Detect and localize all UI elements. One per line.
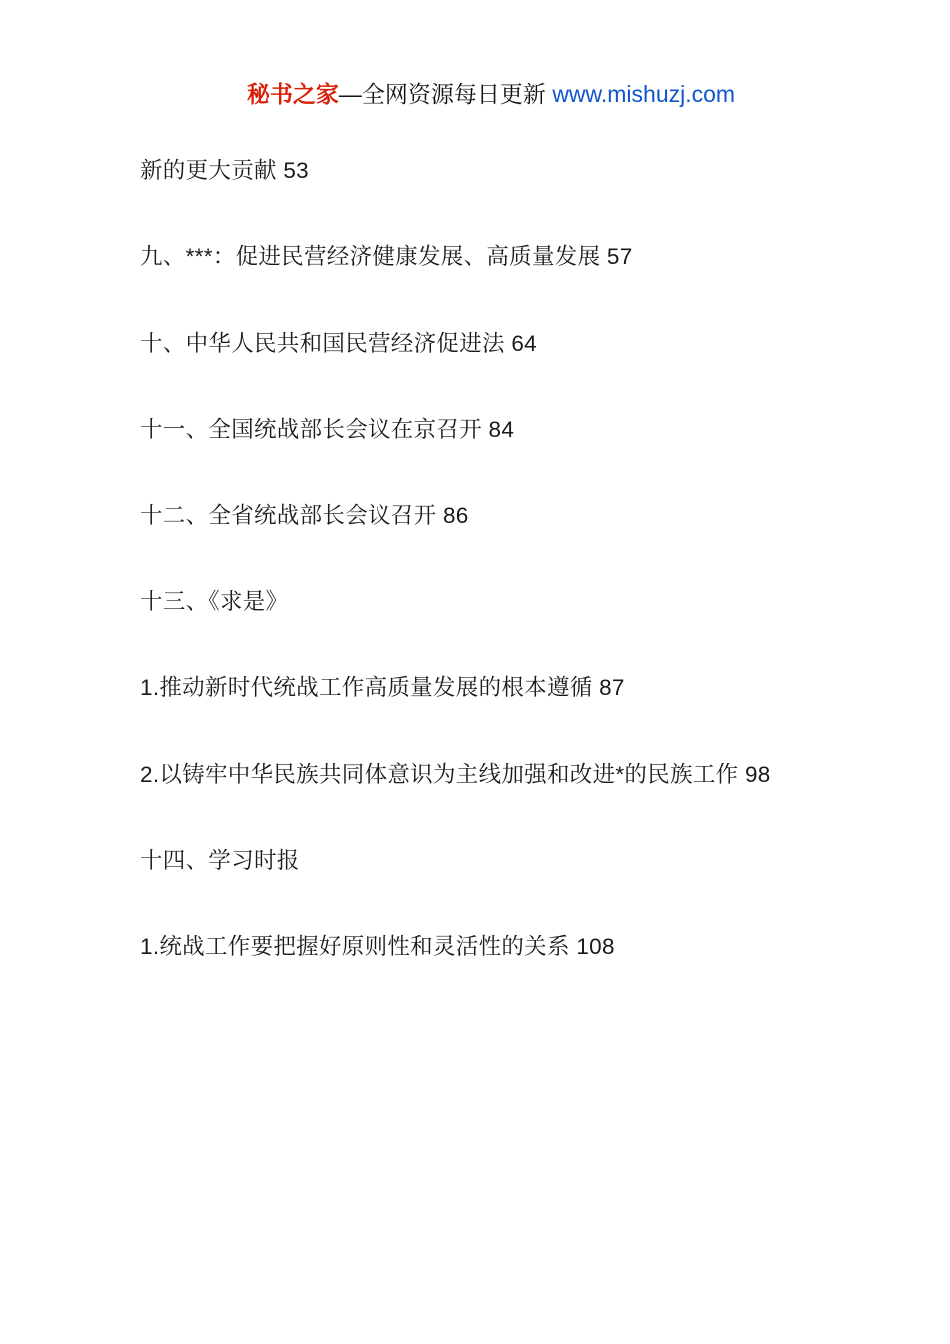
- site-watermark: [140, 78, 832, 110]
- toc-entry: 十二、全省统战部长会议召开 86: [140, 502, 469, 528]
- toc-entry: 2.以铸牢中华民族共同体意识为主线加强和改进*的民族工作 98: [140, 761, 771, 787]
- toc-entry: 九、***：促进民营经济健康发展、高质量发展 57: [140, 244, 633, 270]
- toc-entry: 新的更大贡献 53: [140, 158, 309, 184]
- toc-entry: 十一、全国统战部长会议在京召开 84: [140, 416, 515, 442]
- site-brand-name: 秘书之家: [246, 81, 339, 107]
- toc-entry: 1.推动新时代统战工作高质量发展的根本遵循 87: [140, 675, 625, 701]
- toc-entry: 1.统战工作要把握好原则性和灵活性的关系 108: [140, 933, 615, 959]
- toc-entry: 十四、学习时报: [140, 847, 300, 873]
- site-tagline: —全网资源每日更新: [338, 81, 553, 107]
- toc-entry: 十三、《求是》: [140, 589, 289, 615]
- site-url[interactable]: www.mishuzj.com: [552, 81, 736, 107]
- toc-entry: 十、中华人民共和国民营经济促进法 64: [140, 330, 537, 356]
